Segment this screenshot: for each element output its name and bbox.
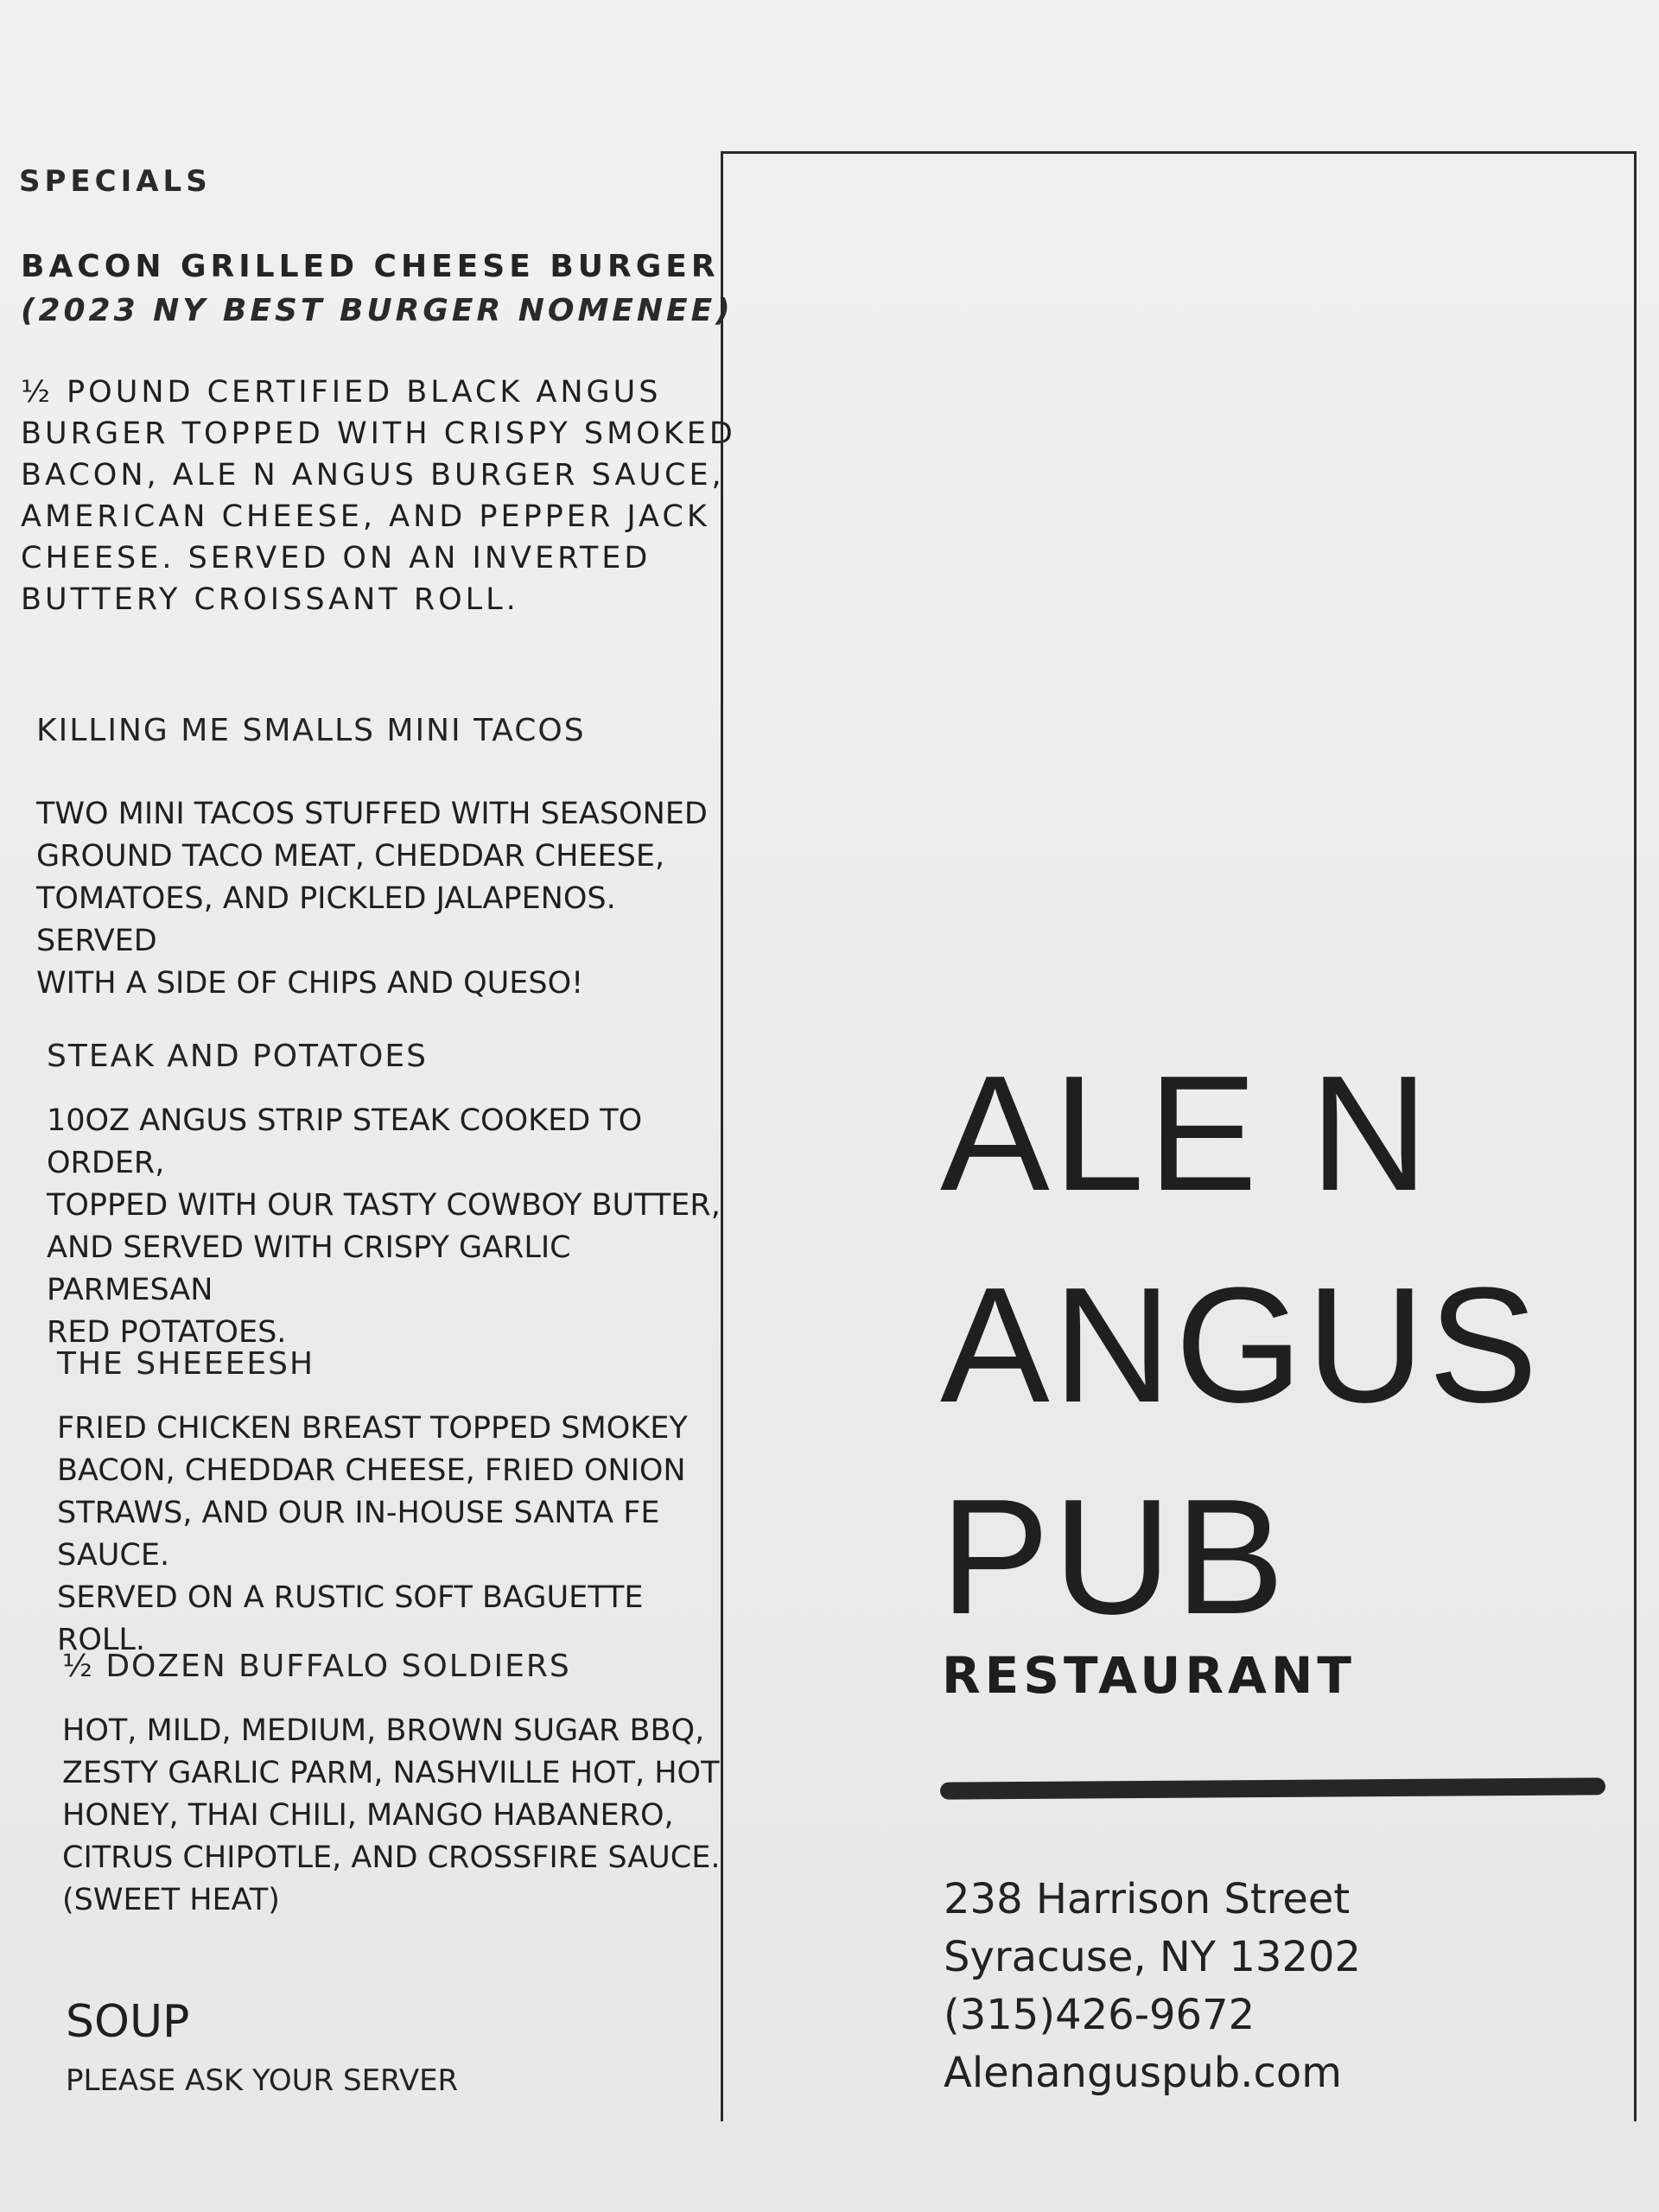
special-item-bacon-burger [21,249,736,620]
restaurant-name-line: ANGUS [940,1254,1541,1437]
special-item-buffalo-soldiers [62,1649,720,1922]
item-title: ½ DOZEN BUFFALO SOLDIERS [62,1649,571,1684]
specials-heading: SPECIALS [19,164,212,199]
restaurant-name [940,1028,1614,1663]
item-description: TWO MINI TACOS STUFFED WITH SEASONED GROUND TACO MEAT, CHEDDAR CHEESE, TOMATOES, AND PICKLED JALAPENOS. SERVED WITH A SIDE OF CHIPS AND QUESO! [36,797,708,1001]
special-item-sheeeesh [57,1346,736,1662]
item-title: BACON GRILLED CHEESE BURGER [21,249,720,284]
item-subtitle: (2023 NY BEST BURGER NOMENEE) [21,293,734,328]
city-state-zip: Syracuse, NY 13202 [944,1933,1362,1981]
restaurant-name-line: ALE N [940,1042,1433,1225]
address-block [944,1871,1361,2102]
special-item-steak [47,1039,736,1354]
restaurant-name-line: PUB [940,1465,1288,1649]
phone-number: (315)426-9672 [944,1991,1255,2039]
item-title: KILLING ME SMALLS MINI TACOS [36,713,586,748]
soup-description: PLEASE ASK YOUR SERVER [66,2063,459,2098]
website: Alenanguspub.com [944,2049,1342,2097]
item-description: ½ POUND CERTIFIED BLACK ANGUS BURGER TOPPED WITH CRISPY SMOKED BACON, ALE N ANGUS BURGER SAUCE, AMERICAN CHEESE, AND PEPPER JACK CHEESE. SERVED ON AN INVERTED BUTTERY CROISSANT ROLL. [21,375,736,617]
item-description: HOT, MILD, MEDIUM, BROWN SUGAR BBQ, ZESTY GARLIC PARM, NASHVILLE HOT, HOT HONEY, THAI CHILI, MANGO HABANERO, CITRUS CHIPOTLE, AND CROSSFIRE SAUCE. (SWEET HEAT) [62,1713,721,1917]
soup-section [66,1996,458,2098]
item-description: FRIED CHICKEN BREAST TOPPED SMOKEY BACON, CHEDDAR CHEESE, FRIED ONION STRAWS, AND OUR IN-HOUSE SANTA FE SAUCE. SERVED ON A RUSTIC SOFT BAGUETTE ROLL. [57,1411,688,1657]
soup-title: SOUP [66,1996,190,2048]
item-description: 10OZ ANGUS STRIP STEAK COOKED TO ORDER, TOPPED WITH OUR TASTY COWBOY BUTTER, AND SERVED WITH CRISPY GARLIC PARMESAN RED POTATOES. [47,1103,721,1350]
street-address: 238 Harrison Street [944,1875,1351,1923]
item-title: THE SHEEEESH [57,1346,315,1382]
special-item-mini-tacos [36,713,736,1005]
item-title: STEAK AND POTATOES [47,1039,428,1074]
restaurant-subtitle: RESTAURANT [942,1646,1356,1705]
